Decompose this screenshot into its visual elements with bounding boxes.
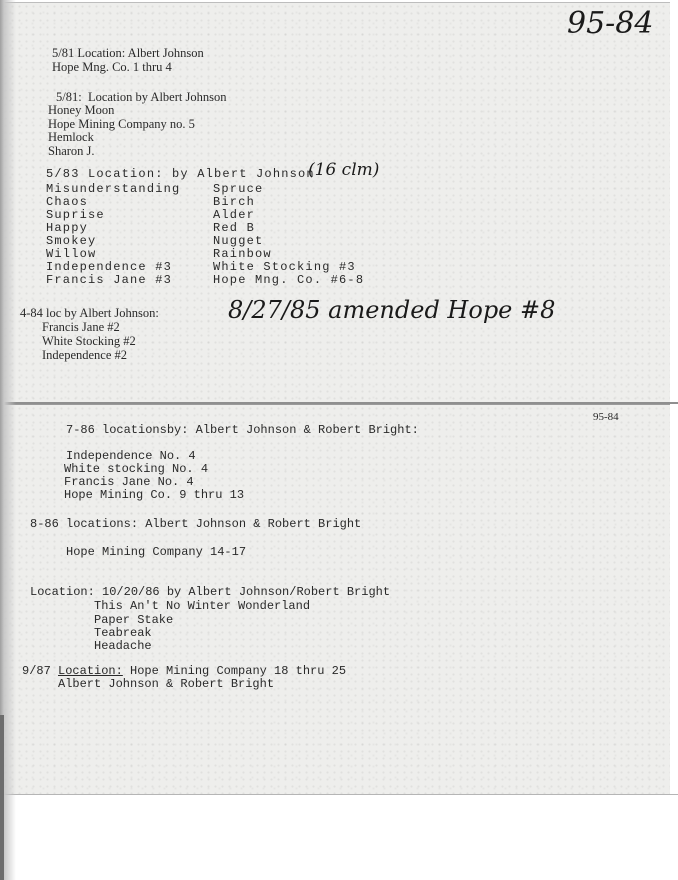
claim-left-item: Smokey: [46, 234, 97, 248]
location-details: Hope Mining Company 18 thru 25: [122, 664, 347, 678]
claim-left-item: Francis Jane #3: [46, 273, 173, 287]
handwritten-claim-count: (16 clm): [308, 160, 380, 180]
claim-right-item: Birch: [213, 195, 256, 209]
claim-item: Hope Mining Company 14-17: [66, 545, 247, 559]
claim-item: Headache: [94, 639, 152, 653]
claim-left-item: Willow: [46, 247, 97, 261]
claim-item: Hope Mining Co. 9 thru 13: [64, 488, 245, 502]
claim-item: Hope Mining Company no. 5: [48, 117, 195, 131]
corner-handwritten-number: 95-84: [567, 6, 654, 41]
claim-item: White Stocking #2: [42, 334, 136, 348]
claim-right-item: Spruce: [213, 182, 264, 196]
location-1984-header: 4-84 loc by Albert Johnson:: [20, 306, 159, 320]
claim-item: Francis Jane #2: [42, 320, 120, 334]
claim-item: Sharon J.: [48, 144, 95, 158]
location-sep87-line2: Albert Johnson & Robert Bright: [58, 677, 275, 691]
location-1981-header: 5/81: Location by Albert Johnson: [56, 90, 227, 104]
claim-item: Hemlock: [48, 130, 94, 144]
card-bottom-edge: [0, 794, 678, 795]
location-sep87-line1: [22, 664, 346, 678]
claim-left-item: Misunderstanding: [46, 182, 181, 196]
claim-right-item: Alder: [213, 208, 256, 222]
claim-left-item: Independence #3: [46, 260, 173, 274]
claim-item: Honey Moon: [48, 103, 115, 117]
location-jul86-header: 7-86 locationsby: Albert Johnson & Robert Bright:: [66, 423, 419, 437]
card-divider: [0, 402, 678, 404]
location-1983-header: 5/83 Location: by Albert Johnson: [46, 167, 315, 181]
claim-left-item: Suprise: [46, 208, 105, 222]
claim-item: This An't No Winter Wonderland: [94, 599, 311, 613]
scan-left-shadow: [0, 715, 4, 880]
claim-right-item: Red B: [213, 221, 256, 235]
claim-left-item: Chaos: [46, 195, 89, 209]
location-1981-line1: 5/81 Location: Albert Johnson: [52, 46, 204, 60]
claim-item: Independence #2: [42, 348, 128, 362]
claim-item: Paper Stake: [94, 613, 174, 627]
location-date: 9/87: [22, 664, 51, 678]
claim-right-item: Rainbow: [213, 247, 272, 261]
claim-item: Independence No. 4: [66, 449, 196, 463]
claim-right-item: Nugget: [213, 234, 264, 248]
location-aug86-header: 8-86 locations: Albert Johnson & Robert Bright: [30, 517, 362, 531]
claim-item: Teabreak: [94, 626, 152, 640]
claim-left-item: Happy: [46, 221, 89, 235]
card-file-number: 95-84: [593, 411, 619, 423]
claim-right-item: Hope Mng. Co. #6-8: [213, 273, 365, 287]
location-oct86-header: Location: 10/20/86 by Albert Johnson/Robert Bright: [30, 585, 391, 599]
handwritten-amendment-note: 8/27/85 amended Hope #8: [228, 296, 556, 324]
location-1981-line2: Hope Mng. Co. 1 thru 4: [52, 60, 172, 74]
claim-item: Francis Jane No. 4: [64, 475, 194, 489]
claim-item: White stocking No. 4: [64, 462, 209, 476]
location-label: Location:: [58, 664, 123, 678]
claim-right-item: White Stocking #3: [213, 260, 356, 274]
